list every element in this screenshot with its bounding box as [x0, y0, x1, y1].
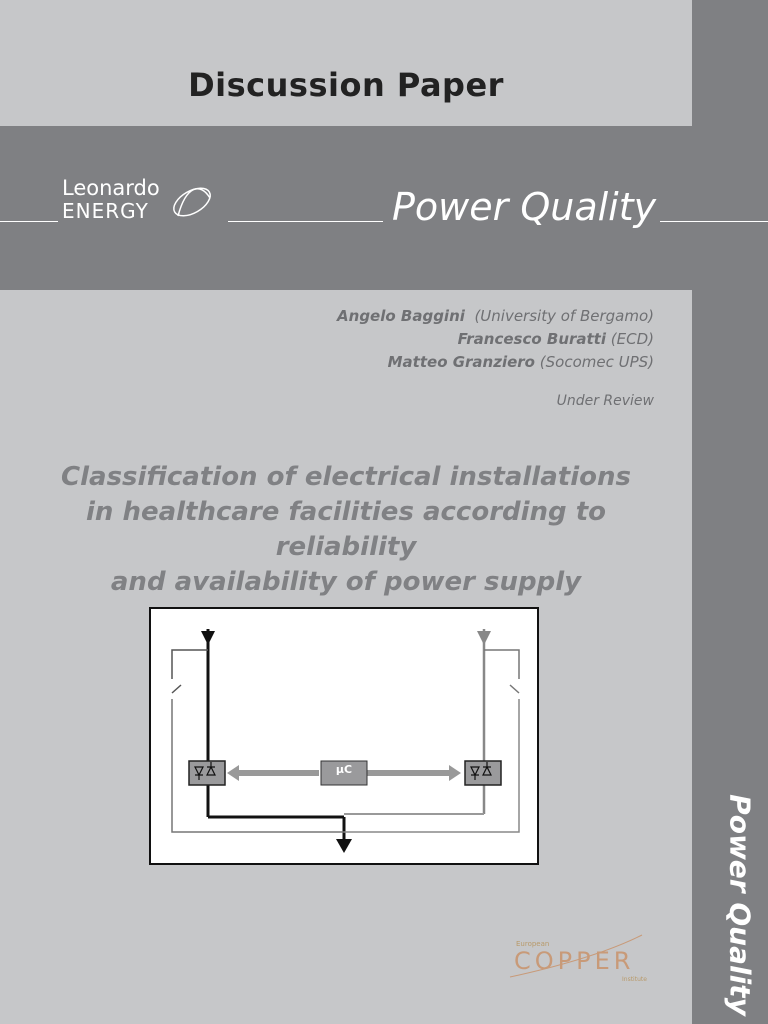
diagram-drawing [151, 609, 537, 863]
left-bypass-top [172, 650, 208, 679]
author-name: Matteo Granziero [387, 353, 535, 371]
title-line: Classification of electrical installations [61, 462, 631, 492]
controller-label: µC [335, 763, 353, 776]
title-line: in healthcare facilities according to reliability [85, 497, 607, 562]
band-rule-left [0, 221, 58, 222]
static-transfer-switch-diagram [149, 607, 539, 865]
author-affiliation: (University of Bergamo) [474, 307, 654, 325]
author-list [337, 305, 654, 374]
copper-logo-word: COPPER [514, 947, 635, 975]
review-status: Under Review [556, 393, 654, 409]
author-name: Angelo Baggini [337, 307, 465, 325]
copper-logo-post: Institute [622, 976, 647, 983]
band-rule-middle [228, 221, 383, 222]
top-band [0, 0, 692, 126]
copper-institute-logo [506, 933, 666, 988]
copper-logo-pre: European [516, 940, 550, 948]
author-name: Francesco Buratti [457, 330, 606, 348]
control-arrow-right [449, 765, 461, 781]
leonardo-swirl-icon [166, 178, 222, 224]
author-affiliation: (Socomec UPS) [539, 353, 654, 371]
right-bypass-switch [510, 685, 519, 693]
author-entry [337, 351, 654, 374]
author-entry [337, 305, 654, 328]
leonardo-logo-line2: ENERGY [62, 199, 149, 223]
author-entry [337, 328, 654, 351]
author-affiliation: (ECD) [610, 330, 654, 348]
left-bypass-switch [172, 685, 181, 693]
title-line: and availability of power supply [110, 567, 582, 597]
output-arrow [336, 839, 352, 853]
vertical-series-label: Power Quality [723, 794, 757, 1016]
control-arrow-left [227, 765, 239, 781]
document-type-heading: Discussion Paper [188, 66, 504, 104]
left-thyristor-box [189, 761, 225, 785]
series-title: Power Quality [392, 185, 657, 229]
leonardo-logo-line1: Leonardo [62, 176, 160, 200]
right-thyristor-box [465, 761, 501, 785]
band-rule-right [660, 221, 768, 222]
right-bypass-top [484, 650, 519, 679]
paper-title [20, 460, 672, 600]
